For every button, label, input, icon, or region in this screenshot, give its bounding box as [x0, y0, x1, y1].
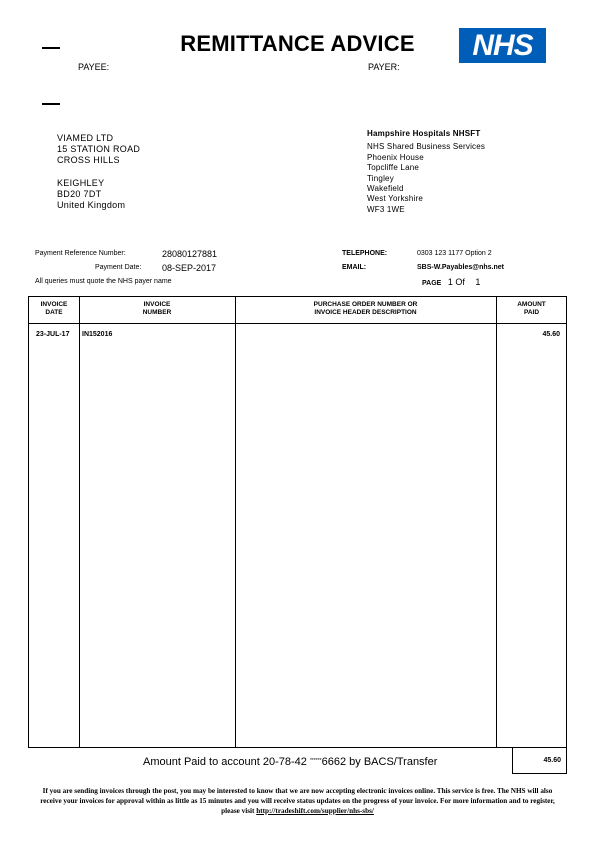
nhs-logo: NHS	[459, 28, 546, 63]
row-invoice-number: IN152016	[82, 331, 113, 338]
total-statement	[143, 756, 437, 768]
payer-address-line: Tingley	[367, 173, 394, 183]
header-line: PURCHASE ORDER NUMBER OR	[313, 301, 418, 308]
header-line: INVOICE HEADER DESCRIPTION	[314, 309, 417, 316]
header-line: INVOICE	[40, 301, 68, 308]
payee-address	[57, 133, 140, 211]
header-line: DATE	[45, 309, 63, 316]
header-amount-paid	[496, 301, 567, 317]
payment-reference-value: 28080127881	[162, 249, 218, 259]
page-of-label: Of	[455, 277, 465, 287]
row-invoice-date: 23-JUL-17	[36, 331, 70, 338]
payee-address-line: VIAMED LTD	[57, 133, 114, 143]
payee-address-line: United Kingdom	[57, 200, 126, 211]
email-value: SBS-W.Payables@nhs.net	[417, 264, 504, 271]
payer-address-line: West Yorkshire	[367, 194, 424, 204]
payee-label: PAYEE:	[78, 62, 110, 72]
telephone-value: 0303 123 1177 Option 2	[417, 250, 492, 257]
total-amount: 45.60	[543, 757, 561, 764]
fold-mark-bottom	[42, 103, 60, 105]
header-line: AMOUNT	[517, 301, 546, 308]
header-line: NUMBER	[142, 309, 172, 316]
queries-note: All queries must quote the NHS payer name	[35, 278, 172, 285]
total-text-suffix: 6662 by BACS/Transfer	[321, 756, 438, 768]
payment-date-value: 08-SEP-2017	[162, 263, 217, 273]
payer-address-line: WF3 1WE	[367, 204, 405, 214]
total-text-prefix: Amount Paid to account 20-78-42	[143, 756, 307, 768]
payer-address-line: Topcliffe Lane	[367, 163, 420, 173]
document-title: REMITTANCE ADVICE	[180, 31, 415, 56]
page-label: PAGE	[422, 280, 442, 287]
row-amount-paid: 45.60	[542, 331, 560, 338]
page-indicator	[422, 277, 480, 287]
footer-text: If you are sending invoices through the post, you may be interested to know that we are now accepting electronic invoices online. This service is free. The NHS will also receive your invoices for approval within as little as 15 minutes and you will receive status updates on the progress of your invoice. For more information and to register, please visit	[40, 787, 555, 815]
header-line: INVOICE	[143, 301, 171, 308]
payer-label: PAYER:	[368, 62, 400, 72]
table-header-divider	[29, 323, 566, 324]
payee-address-line	[57, 167, 140, 178]
header-invoice-date	[29, 301, 79, 317]
payer-address-line: NHS Shared Business Services	[367, 142, 486, 152]
header-line: PAID	[523, 309, 540, 316]
tradeshift-link[interactable]: http://tradeshift.com/supplier/nhs-sbs/	[256, 807, 374, 815]
column-divider	[496, 297, 497, 747]
payer-name: Hampshire Hospitals NHSFT	[367, 129, 481, 138]
fold-mark-top	[42, 47, 60, 49]
column-divider	[79, 297, 80, 747]
page-current: 1	[447, 277, 453, 287]
header-invoice-number	[79, 301, 235, 317]
footer-notice	[40, 786, 555, 816]
total-amount-box	[512, 748, 567, 774]
column-divider	[235, 297, 236, 747]
page-total: 1	[475, 277, 481, 287]
masked-account: ******	[309, 758, 322, 764]
payer-address-line: Wakefield	[367, 184, 404, 194]
telephone-label: TELEPHONE:	[342, 250, 388, 257]
header-description	[235, 301, 496, 317]
payment-reference-label: Payment Reference Number:	[35, 250, 126, 257]
payee-address-line: BD20 7DT	[57, 188, 102, 199]
payer-address	[367, 129, 485, 215]
invoice-table	[28, 296, 567, 748]
email-label: EMAIL:	[342, 264, 367, 271]
payment-date-label: Payment Date:	[95, 264, 142, 271]
payer-address-line: Phoenix House	[367, 152, 424, 162]
payee-address-line: CROSS HILLS	[57, 155, 120, 166]
payee-address-line: 15 STATION ROAD	[57, 144, 141, 155]
payee-address-line: KEIGHLEY	[57, 177, 105, 188]
